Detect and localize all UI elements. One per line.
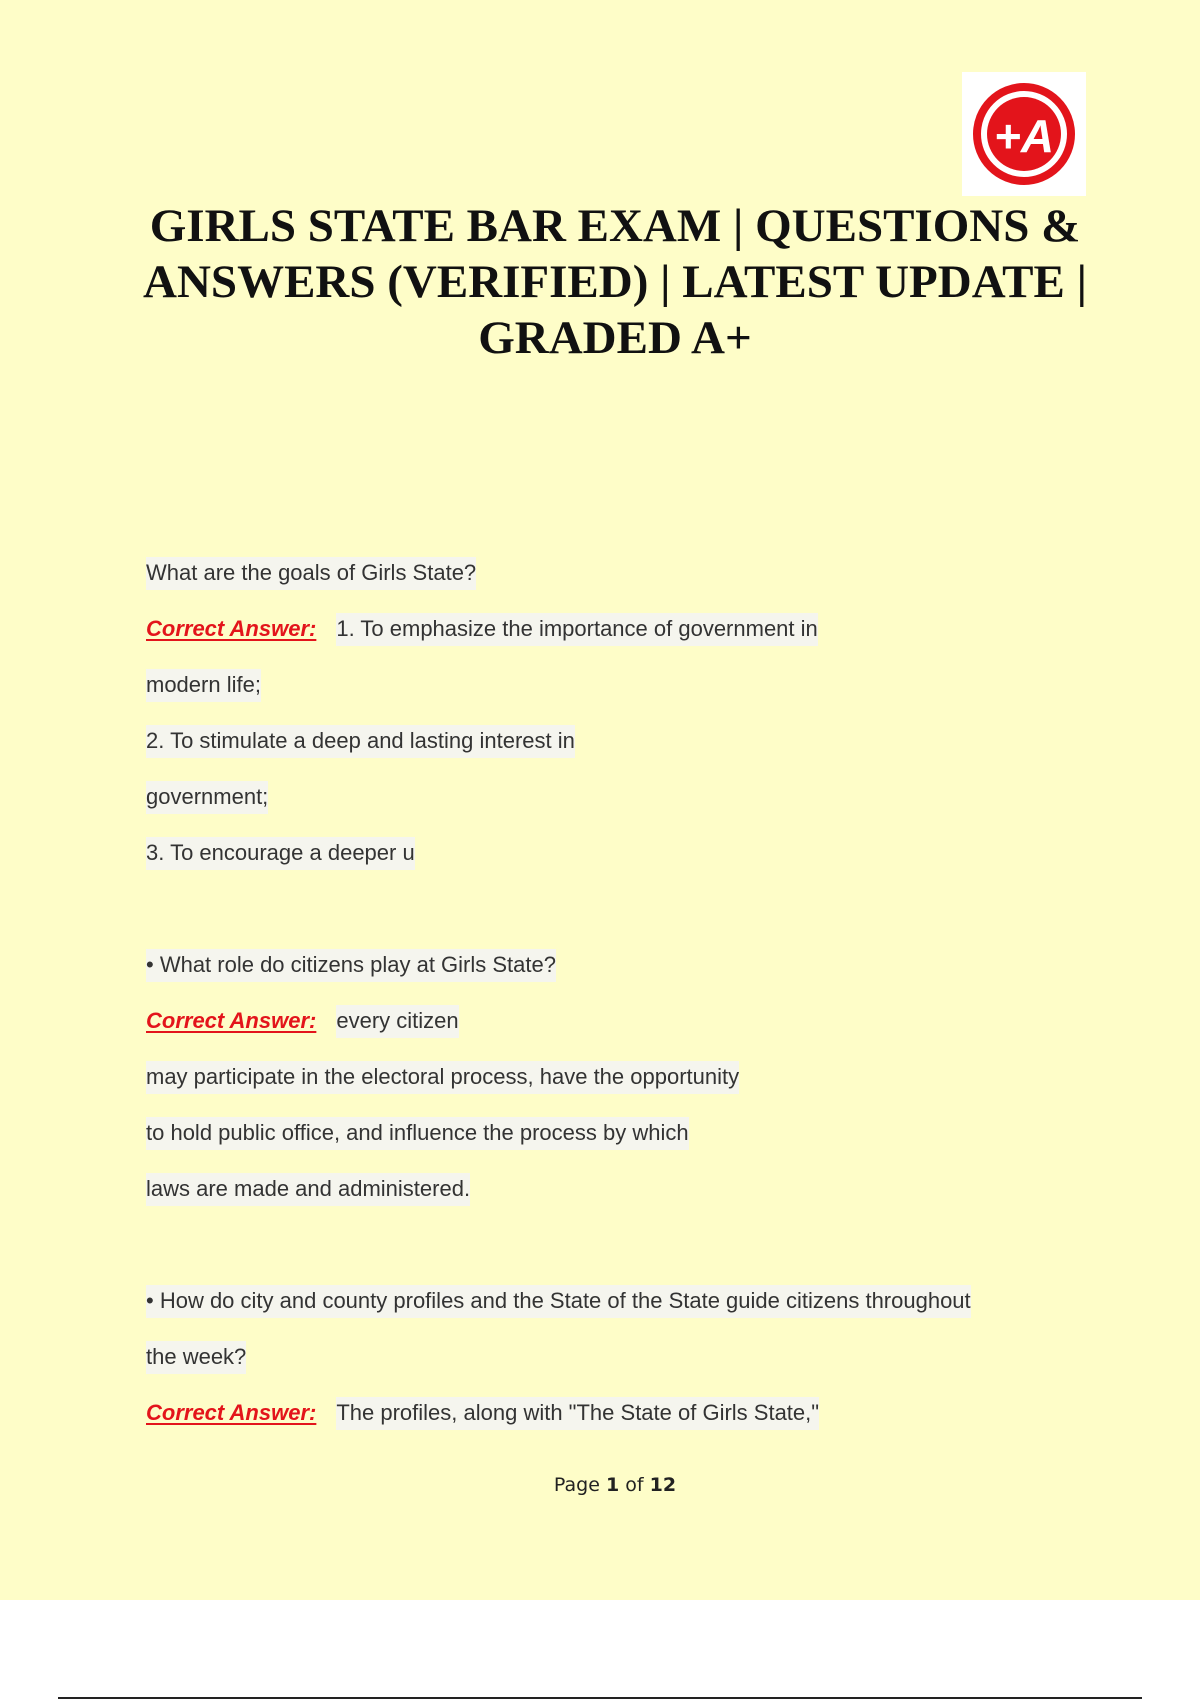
answer-text: every citizen xyxy=(336,1005,458,1038)
answer-2-line-2 xyxy=(146,1049,1106,1105)
answer-text: 3. To encourage a deeper u xyxy=(146,837,415,870)
question-text: • How do city and county profiles and the State of the State guide citizens throughout xyxy=(146,1285,971,1318)
answer-text: The profiles, along with "The State of Girls State," xyxy=(336,1397,819,1430)
answer-2-line-1 xyxy=(146,993,1106,1049)
answer-1-line-5 xyxy=(146,825,1106,881)
total-pages: 12 xyxy=(649,1474,677,1496)
answer-text: modern life; xyxy=(146,669,261,702)
question-2 xyxy=(146,937,1106,993)
svg-text:+A: +A xyxy=(993,110,1055,162)
page-number xyxy=(0,1474,1200,1496)
question-1 xyxy=(146,545,1106,601)
document-title: GIRLS STATE BAR EXAM | QUESTIONS & ANSWERS (VERIFIED) | LATEST UPDATE | GRADED A+ xyxy=(143,200,1087,364)
answer-text: laws are made and administered. xyxy=(146,1173,470,1206)
current-page: 1 xyxy=(605,1474,620,1496)
page-divider xyxy=(58,1697,1142,1699)
page-word: Page xyxy=(553,1474,600,1496)
answer-text: government; xyxy=(146,781,268,814)
answer-1-line-2 xyxy=(146,657,1106,713)
question-text: the week? xyxy=(146,1341,246,1374)
question-3-line-2 xyxy=(146,1329,1106,1385)
spacer xyxy=(146,1217,1106,1273)
question-list xyxy=(146,545,1106,1441)
correct-answer-label: Correct Answer: xyxy=(146,1400,317,1425)
answer-1-line-3 xyxy=(146,713,1106,769)
answer-text: to hold public office, and influence the process by which xyxy=(146,1117,689,1150)
answer-text: 2. To stimulate a deep and lasting interest in xyxy=(146,725,575,758)
answer-text: may participate in the electoral process, have the opportunity xyxy=(146,1061,739,1094)
of-word: of xyxy=(625,1474,644,1496)
answer-1-line-1 xyxy=(146,601,1106,657)
question-text: • What role do citizens play at Girls State? xyxy=(146,949,556,982)
answer-2-line-4 xyxy=(146,1161,1106,1217)
question-text: What are the goals of Girls State? xyxy=(146,557,476,590)
logo xyxy=(962,72,1086,196)
answer-2-line-3 xyxy=(146,1105,1106,1161)
answer-1-line-4 xyxy=(146,769,1106,825)
correct-answer-label: Correct Answer: xyxy=(146,1008,317,1033)
grade-a-plus-logo-icon xyxy=(962,72,1086,196)
correct-answer-label: Correct Answer: xyxy=(146,616,317,641)
question-3-line-1 xyxy=(146,1273,1106,1329)
answer-3-line-1 xyxy=(146,1385,1106,1441)
spacer xyxy=(146,881,1106,937)
answer-text: 1. To emphasize the importance of government in xyxy=(336,613,817,646)
